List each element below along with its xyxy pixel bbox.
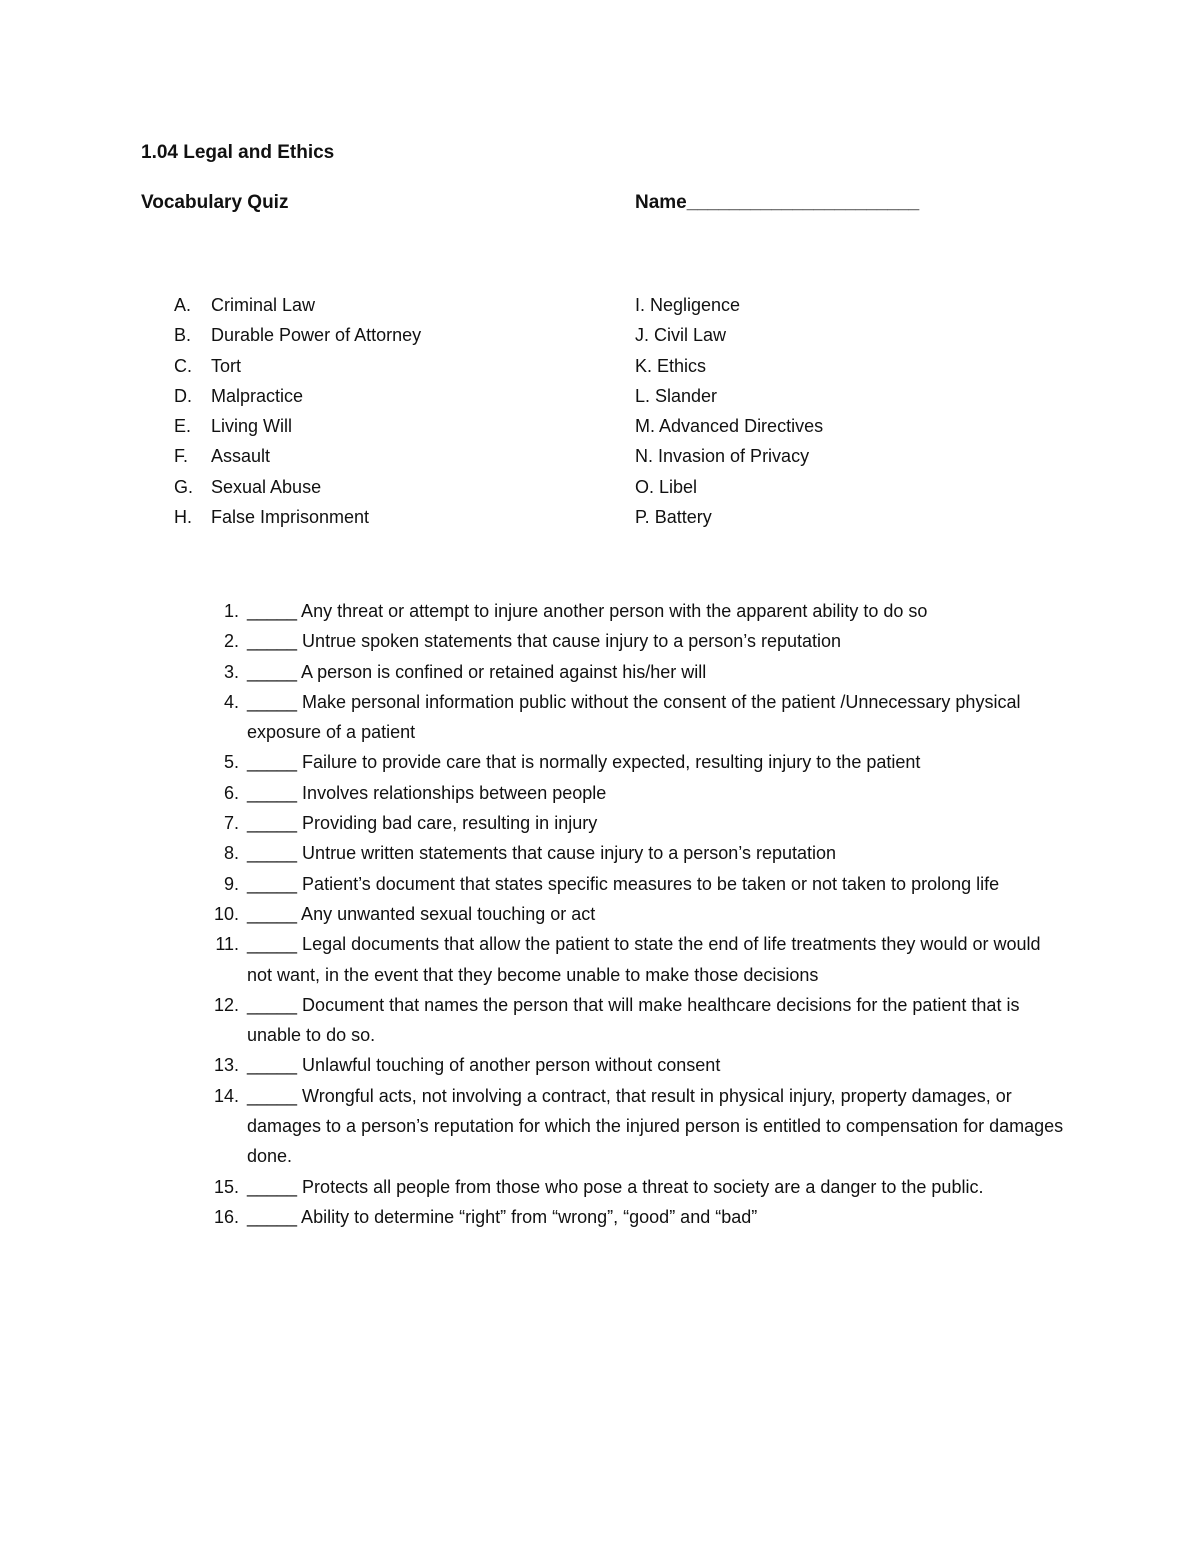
term-item: J. Civil Law — [635, 325, 727, 346]
question-list — [205, 596, 1065, 1232]
question-item: 11. _____ Legal documents that allow the patient to state the end of life treatments they would or would not want, in the event that they become unable to make those decisions — [215, 934, 1041, 985]
term-item: L. Slander — [635, 385, 718, 406]
question-item: 15. _____ Protects all people from those who pose a threat to society are a danger to the public. — [213, 1176, 984, 1197]
terms-list-right — [635, 292, 823, 534]
question-item: 10. _____ Any unwanted sexual touching or act — [213, 903, 596, 924]
question-item: 7. _____ Providing bad care, resulting in injury — [223, 813, 598, 834]
term-item: P. Battery — [635, 507, 712, 528]
question-item: 6. _____ Involves relationships between people — [223, 782, 607, 803]
document-title: 1.04 Legal and Ethics — [141, 142, 335, 163]
term-item: M. Advanced Directives — [635, 416, 824, 437]
question-item: 1. _____ Any threat or attempt to injure another person with the apparent ability to do so — [223, 601, 928, 621]
term-item: N. Invasion of Privacy — [635, 446, 810, 467]
quiz-subtitle: Vocabulary Quiz — [141, 192, 289, 213]
term-item: C. Tort — [174, 355, 242, 376]
question-item: 14. _____ Wrongful acts, not involving a contract, that result in physical injury, property damages, or damages to a person’s reputation for which the injured person is entitled to compensation for damages done. — [213, 1085, 1064, 1167]
term-item: G. Sexual Abuse — [174, 476, 322, 497]
question-item: 3. _____ A person is confined or retained against his/her will — [223, 661, 707, 682]
name-field[interactable]: Name______________________ — [635, 192, 920, 213]
question-item: 5. _____ Failure to provide care that is normally expected, resulting injury to the patient — [223, 752, 921, 773]
term-item: H. False Imprisonment — [174, 507, 370, 528]
term-item: O. Libel — [635, 476, 698, 497]
term-item: D. Malpractice — [174, 385, 304, 406]
question-item: 4. _____ Make personal information public without the consent of the patient /Unnecessary physical exposure of a patient — [223, 691, 1021, 743]
question-item: 8. _____ Untrue written statements that cause injury to a person’s reputation — [223, 843, 837, 864]
question-item: 16. _____ Ability to determine “right” from “wrong”, “good” and “bad” — [213, 1206, 758, 1227]
term-item: A. Criminal Law — [174, 295, 316, 315]
question-item: 2. _____ Untrue spoken statements that cause injury to a person’s reputation — [223, 631, 842, 652]
term-item: B. Durable Power of Attorney — [174, 325, 422, 346]
question-item: 13. _____ Unlawful touching of another person without consent — [213, 1055, 721, 1076]
term-item: I. Negligence — [635, 295, 741, 315]
term-item: E. Living Will — [174, 416, 293, 437]
question-item: 12. _____ Document that names the person that will make healthcare decisions for the patient that is unable to do so. — [213, 994, 1020, 1046]
question-item: 9. _____ Patient’s document that states specific measures to be taken or not taken to prolong life — [223, 873, 1000, 894]
term-item: F. Assault — [174, 446, 271, 467]
term-item: K. Ethics — [635, 355, 707, 376]
terms-list-left — [174, 292, 421, 534]
